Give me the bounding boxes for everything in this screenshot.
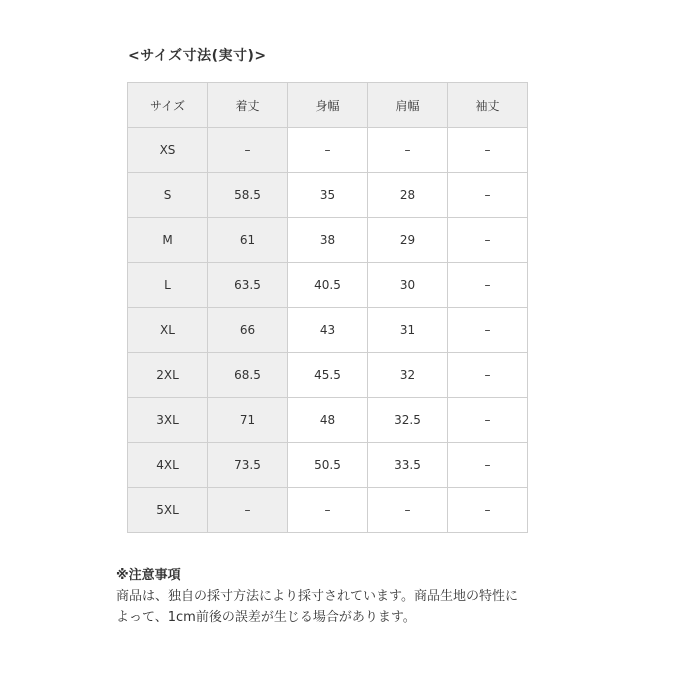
- body-width-cell: 38: [288, 218, 368, 263]
- shoulder-width-cell: 33.5: [368, 443, 448, 488]
- length-cell: 58.5: [208, 173, 288, 218]
- length-cell: 68.5: [208, 353, 288, 398]
- shoulder-width-cell: 30: [368, 263, 448, 308]
- sleeve-length-cell: –: [448, 263, 528, 308]
- length-cell: –: [208, 128, 288, 173]
- section-title: <サイズ寸法(実寸)>: [128, 48, 267, 64]
- shoulder-width-cell: 32: [368, 353, 448, 398]
- size-cell: L: [128, 263, 208, 308]
- table-row: [128, 173, 528, 218]
- header-size: サイズ: [128, 83, 208, 128]
- notes-section: [116, 565, 566, 628]
- shoulder-width-cell: 29: [368, 218, 448, 263]
- table-row: [128, 353, 528, 398]
- shoulder-width-cell: –: [368, 128, 448, 173]
- size-table: [127, 82, 528, 533]
- body-width-cell: 35: [288, 173, 368, 218]
- shoulder-width-cell: 32.5: [368, 398, 448, 443]
- shoulder-width-cell: 28: [368, 173, 448, 218]
- shoulder-width-cell: 31: [368, 308, 448, 353]
- length-cell: 66: [208, 308, 288, 353]
- header-body-width: 身幅: [288, 83, 368, 128]
- size-cell: XL: [128, 308, 208, 353]
- table-row: [128, 218, 528, 263]
- header-sleeve-length: 袖丈: [448, 83, 528, 128]
- table-row: [128, 443, 528, 488]
- length-cell: 61: [208, 218, 288, 263]
- body-width-cell: –: [288, 128, 368, 173]
- length-cell: –: [208, 488, 288, 533]
- table-row: [128, 398, 528, 443]
- body-width-cell: 40.5: [288, 263, 368, 308]
- table-row: [128, 128, 528, 173]
- sleeve-length-cell: –: [448, 128, 528, 173]
- size-cell: S: [128, 173, 208, 218]
- length-cell: 63.5: [208, 263, 288, 308]
- body-width-cell: –: [288, 488, 368, 533]
- size-cell: 5XL: [128, 488, 208, 533]
- sleeve-length-cell: –: [448, 173, 528, 218]
- sleeve-length-cell: –: [448, 308, 528, 353]
- table-row: [128, 488, 528, 533]
- table-row: [128, 308, 528, 353]
- sleeve-length-cell: –: [448, 443, 528, 488]
- sleeve-length-cell: –: [448, 488, 528, 533]
- size-cell: 4XL: [128, 443, 208, 488]
- table-header-row: [128, 83, 528, 128]
- body-width-cell: 50.5: [288, 443, 368, 488]
- notes-title: ※注意事項: [116, 568, 181, 583]
- header-length: 着丈: [208, 83, 288, 128]
- body-width-cell: 45.5: [288, 353, 368, 398]
- body-width-cell: 48: [288, 398, 368, 443]
- body-width-cell: 43: [288, 308, 368, 353]
- size-cell: XS: [128, 128, 208, 173]
- sleeve-length-cell: –: [448, 218, 528, 263]
- length-cell: 71: [208, 398, 288, 443]
- header-shoulder-width: 肩幅: [368, 83, 448, 128]
- length-cell: 73.5: [208, 443, 288, 488]
- table-row: [128, 263, 528, 308]
- notes-line-1: 商品は、独自の採寸方法により採寸されています。商品生地の特性に: [116, 589, 518, 604]
- sleeve-length-cell: –: [448, 398, 528, 443]
- size-cell: M: [128, 218, 208, 263]
- notes-line-2: よって、1cm前後の誤差が生じる場合があります。: [116, 610, 416, 625]
- shoulder-width-cell: –: [368, 488, 448, 533]
- size-cell: 2XL: [128, 353, 208, 398]
- sleeve-length-cell: –: [448, 353, 528, 398]
- size-cell: 3XL: [128, 398, 208, 443]
- table-cut-edge: [528, 82, 531, 533]
